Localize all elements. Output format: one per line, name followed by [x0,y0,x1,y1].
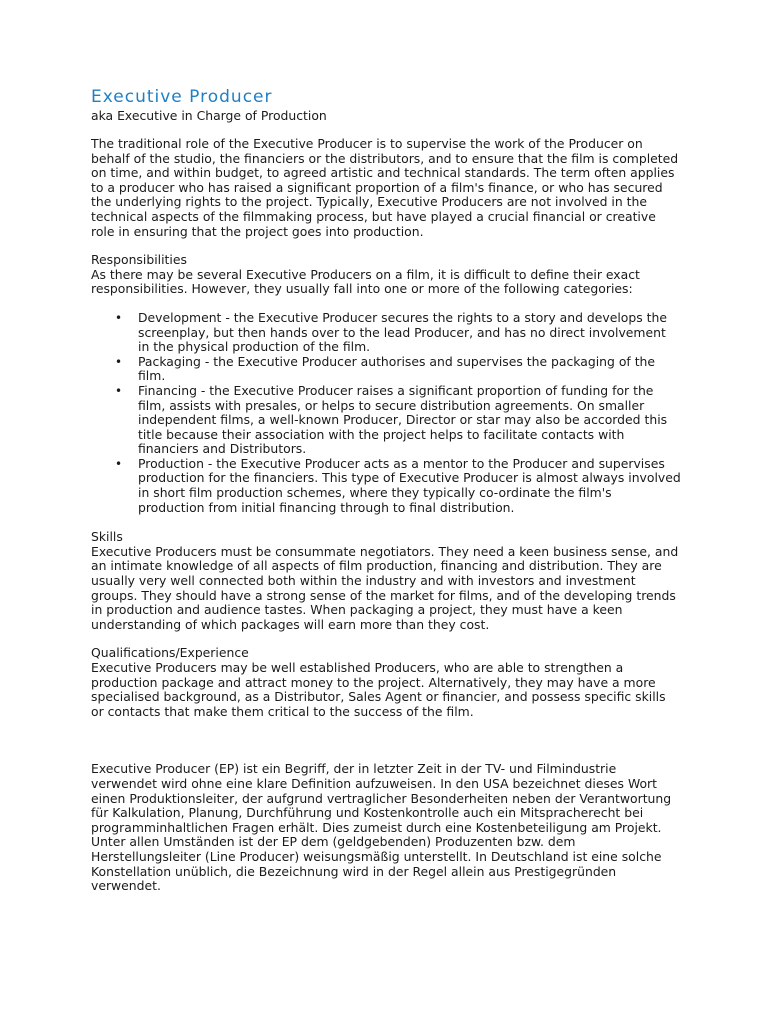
list-item: • Packaging - the Executive Producer authorises and supervises the packaging of the film. [138,355,681,384]
page-title: Executive Producer [91,87,273,107]
responsibilities-heading: Responsibilities [91,252,187,268]
responsibilities-list [91,311,681,515]
document-page [91,86,681,894]
qualifications-heading: Qualifications/Experience [91,645,249,661]
list-item: • Production - the Executive Producer acts as a mentor to the Producer and supervises production for the financiers. This type of Executive Producer is almost always involved in short film production schemes, where they typically co-ordinate the film's production from initial financing through to final distribution. [138,457,681,515]
skills-heading: Skills [91,529,123,545]
german-paragraph: Executive Producer (EP) ist ein Begriff, der in letzter Zeit in der TV- und Filmindustrie verwendet wird ohne eine klare Definition aufzuweisen. In den USA bezeichnet dieses Wort einen Produktionsleiter, der aufgrund vertraglicher Besonderheiten neben der Verantwortung für Kalkulation, Planung, Durchführung und Kostenkontrolle auch ein Mitspracherecht bei programminhaltlichen Fragen erhält. Dies zumeist durch eine Kostenbeteiligung am Projekt. Unter allen Umständen ist der EP dem (geldgebenden) Produzenten bzw. dem Herstellungsleiter (Line Producer) weisungsmäßig unterstellt. In Deutschland ist eine solche Konstellation unüblich, die Bezeichnung wird in der Regel allein aus Prestigegründen verwendet. [91,761,672,894]
skills-paragraph: Executive Producers must be consummate negotiators. They need a keen business sense, and an intimate knowledge of all aspects of film production, financing and distribution. They are usually very well connected both within the industry and with investors and investment groups. They should have a strong sense of the market for films, and of the developing trends in production and audience tastes. When packaging a project, they must have a keen understanding of which packages will earn more than they cost. [91,543,679,632]
responsibilities-paragraph: As there may be several Executive Producers on a film, it is difficult to define their exact responsibilities. However, they usually fall into one or more of the following categories: [91,266,640,297]
intro-paragraph: The traditional role of the Executive Producer is to supervise the work of the Producer on behalf of the studio, the financiers or the distributors, and to ensure that the film is completed on time, and within budget, to agreed artistic and technical standards. The term often applies to a producer who has raised a significant proportion of a film's finance, or who has secured the underlying rights to the project. Typically, Executive Producers are not involved in the technical aspects of the filmmaking process, but have played a crucial financial or creative role in ensuring that the project goes into production. [91,136,679,239]
qualifications-paragraph: Executive Producers may be well established Producers, who are able to strengthen a production package and attract money to the project. Alternatively, they may have a more specialised background, as a Distributor, Sales Agent or financier, and possess specific skills or contacts that make them critical to the success of the film. [91,660,666,719]
list-item: • Financing - the Executive Producer raises a significant proportion of funding for the film, assists with presales, or helps to secure distribution agreements. On smaller independent films, a well-known Producer, Director or star may also be accorded this title because their association with the project helps to facilitate contacts with financiers and Distributors. [138,384,681,457]
list-item: • Development - the Executive Producer secures the rights to a story and develops the screenplay, but then hands over to the lead Producer, and has no direct involvement in the physical production of the film. [138,311,681,355]
section-spacer [91,719,681,762]
page-subtitle: aka Executive in Charge of Production [91,108,327,123]
